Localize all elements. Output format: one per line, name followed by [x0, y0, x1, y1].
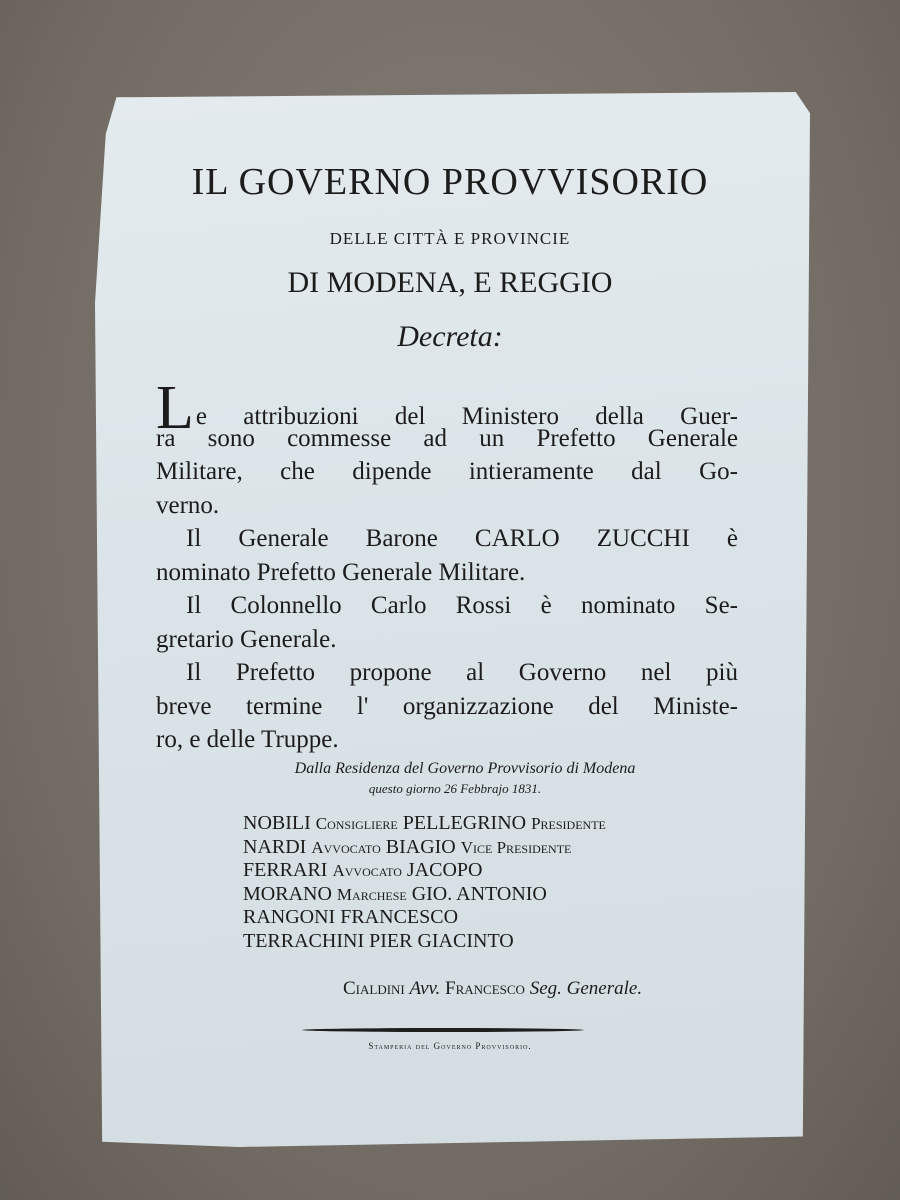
body-line: breve termine l' organizzazione del Ministe-	[156, 692, 738, 720]
body-line: verno.	[156, 491, 220, 519]
ornamental-rule	[302, 1028, 584, 1032]
signatory: NOBILI Consigliere PELLEGRINO Presidente	[243, 812, 606, 834]
body-line: Il Prefetto propone al Governo nel più	[186, 659, 738, 686]
body-line: Il Colonnello Carlo Rossi è nominato Se-	[186, 592, 738, 619]
signatory: NARDI Avvocato BIAGIO Vice Presidente	[243, 835, 572, 858]
decree-body	[156, 374, 738, 757]
signatory: MORANO Marchese GIO. ANTONIO	[243, 882, 547, 905]
secretary-signature: Cialdini Avv. Francesco Seg. Generale.	[343, 978, 643, 999]
body-line: ro, e delle Truppe.	[156, 726, 339, 753]
place-line: Dalla Residenza del Governo Provvisorio di Modena	[294, 760, 636, 777]
document-subtitle: DELLE CITTÀ E PROVINCIE	[329, 229, 571, 248]
signatory: TERRACHINI PIER GIACINTO	[243, 929, 514, 952]
printer-imprint: Stamperia del Governo Provvisorio.	[368, 1041, 532, 1051]
signatory: FERRARI Avvocato JACOPO	[243, 859, 483, 881]
body-line: Le attribuzioni del Ministero della Guer-	[156, 374, 738, 442]
signatories	[243, 812, 606, 953]
body-line: Militare, che dipende intieramente dal Go-	[156, 458, 738, 485]
body-line: gretario Generale.	[156, 625, 337, 653]
decree-heading: Decreta:	[397, 320, 503, 353]
date-line: questo giorno 26 Febbrajo 1831.	[368, 781, 542, 796]
body-line: ra sono commesse ad un Prefetto Generale	[156, 424, 738, 452]
signatory: RANGONI FRANCESCO	[243, 906, 459, 928]
body-line: nominato Prefetto Generale Militare.	[156, 558, 526, 586]
drop-cap: L	[156, 374, 194, 442]
body-line: Il Generale Barone CARLO ZUCCHI è	[186, 525, 738, 552]
document-region: DI MODENA, E REGGIO	[287, 266, 613, 299]
document-title: IL GOVERNO PROVVISORIO	[191, 161, 709, 203]
